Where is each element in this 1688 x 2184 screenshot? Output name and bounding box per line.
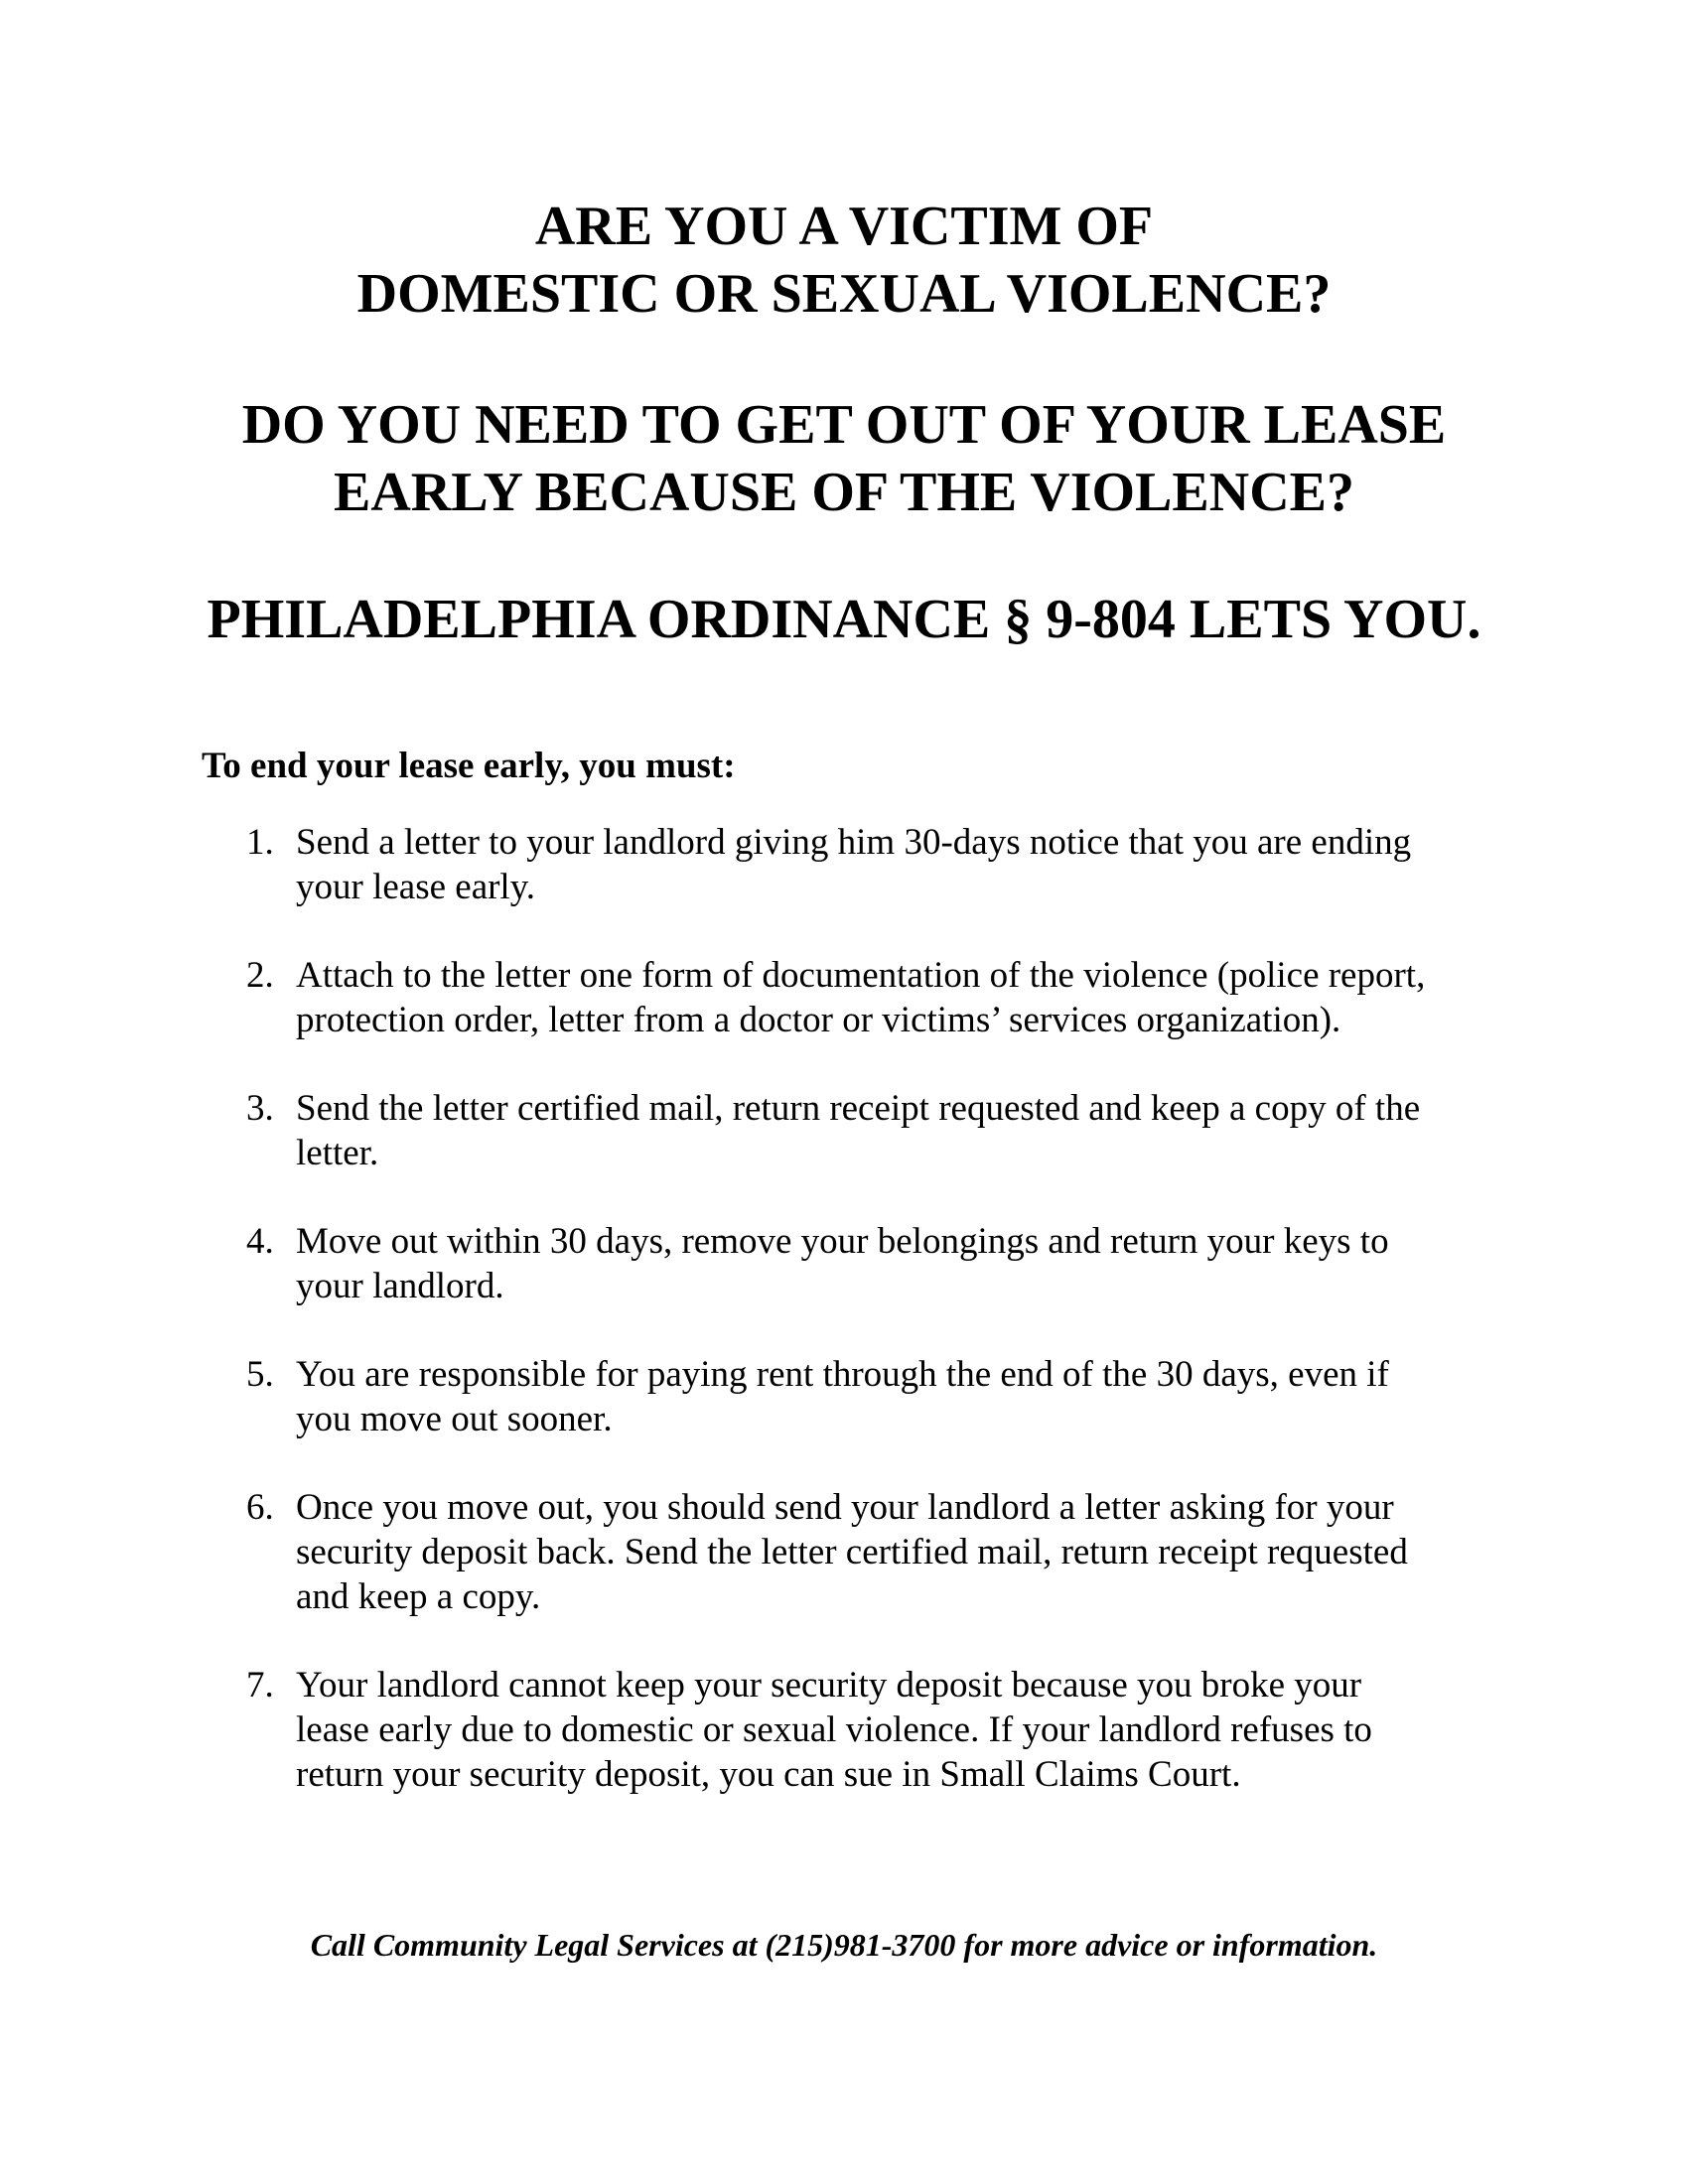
step-number: 6. bbox=[246, 1487, 274, 1528]
step-line: Move out within 30 days, remove your belongings and return your keys to bbox=[296, 1221, 1389, 1262]
step-line: Send the letter certified mail, return receipt requested and keep a copy of the bbox=[296, 1088, 1421, 1129]
heading-lease-question bbox=[0, 391, 1688, 526]
step-line: your lease early. bbox=[296, 867, 536, 907]
step-line: letter. bbox=[296, 1133, 379, 1173]
footer-contact: Call Community Legal Services at (215)981-3700 for more advice or information. bbox=[310, 1927, 1378, 1963]
step-item bbox=[246, 1663, 1497, 1797]
step-line: you move out sooner. bbox=[296, 1399, 613, 1439]
step-number: 2. bbox=[246, 955, 274, 996]
step-line: security deposit back. Send the letter certified mail, return receipt requested bbox=[296, 1532, 1408, 1572]
heading-victim-question bbox=[0, 193, 1688, 328]
heading-line: EARLY BECAUSE OF THE VIOLENCE? bbox=[334, 462, 1354, 523]
step-line: You are responsible for paying rent through the end of the 30 days, even if bbox=[296, 1354, 1389, 1395]
heading-ordinance bbox=[0, 586, 1688, 653]
step-line: Once you move out, you should send your landlord a letter asking for your bbox=[296, 1487, 1394, 1528]
intro-text: To end your lease early, you must: bbox=[202, 746, 736, 786]
step-number: 4. bbox=[246, 1221, 274, 1262]
step-item bbox=[246, 953, 1497, 1042]
step-line: Your landlord cannot keep your security deposit because you broke your bbox=[296, 1665, 1362, 1706]
step-line: lease early due to domestic or sexual violence. If your landlord refuses to bbox=[296, 1709, 1372, 1750]
heading-line: DOMESTIC OR SEXUAL VIOLENCE? bbox=[356, 263, 1332, 325]
step-line: and keep a copy. bbox=[296, 1576, 541, 1617]
step-line: Attach to the letter one form of documentation of the violence (police report, bbox=[296, 955, 1426, 996]
heading-line: DO YOU NEED TO GET OUT OF YOUR LEASE bbox=[241, 394, 1447, 456]
step-line: Send a letter to your landlord giving him 30-days notice that you are ending bbox=[296, 822, 1412, 863]
step-number: 5. bbox=[246, 1354, 274, 1395]
step-item bbox=[246, 1352, 1497, 1441]
step-line: your landlord. bbox=[296, 1266, 504, 1306]
step-item bbox=[246, 1485, 1497, 1619]
step-item bbox=[246, 820, 1497, 909]
step-item bbox=[246, 1086, 1497, 1175]
heading-line: ARE YOU A VICTIM OF bbox=[534, 196, 1154, 257]
step-line: return your security deposit, you can sue in Small Claims Court. bbox=[296, 1754, 1241, 1795]
step-line: protection order, letter from a doctor or victims’ services organization). bbox=[296, 1000, 1341, 1040]
step-number: 7. bbox=[246, 1665, 274, 1706]
heading-line: PHILADELPHIA ORDINANCE § 9-804 LETS YOU. bbox=[207, 589, 1481, 650]
step-item bbox=[246, 1219, 1497, 1308]
step-number: 1. bbox=[246, 822, 274, 863]
step-number: 3. bbox=[246, 1088, 274, 1129]
